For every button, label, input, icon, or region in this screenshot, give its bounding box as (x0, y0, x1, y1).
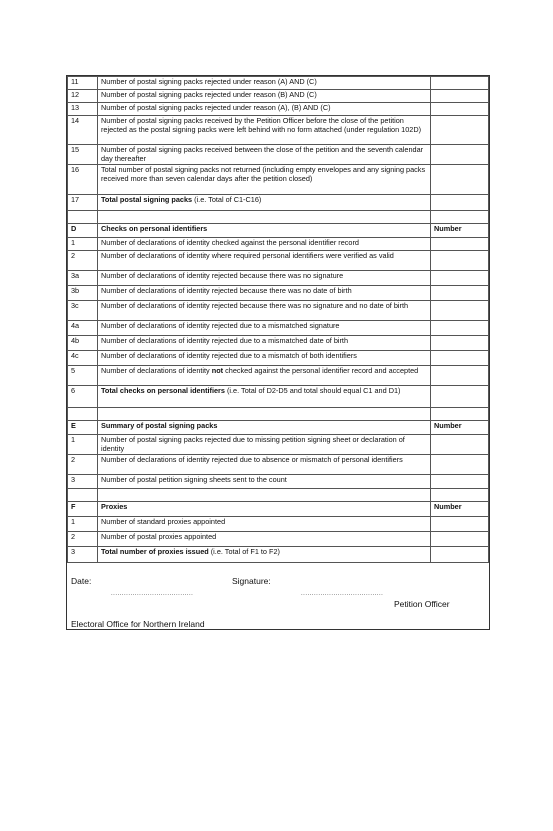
row-number: 3 (68, 475, 98, 489)
number-cell[interactable] (431, 103, 489, 116)
row-number: 4c (68, 351, 98, 366)
number-cell (431, 408, 489, 421)
row-number: 5 (68, 366, 98, 386)
number-cell[interactable] (431, 517, 489, 532)
row-description: Number of declarations of identity rejected due to a mismatched date of birth (98, 336, 431, 351)
table-row (68, 251, 489, 271)
table-row (68, 532, 489, 547)
table-row (68, 475, 489, 489)
number-cell[interactable] (431, 321, 489, 336)
row-description: Number of postal signing packs rejected under reason (B) AND (C) (98, 90, 431, 103)
row-description (98, 386, 431, 408)
table-row (68, 351, 489, 366)
table-row (68, 301, 489, 321)
petition-officer-label: Petition Officer (394, 599, 450, 610)
row-number: 11 (68, 77, 98, 90)
number-cell[interactable] (431, 271, 489, 286)
table-row (68, 116, 489, 145)
row-number: F (68, 502, 98, 517)
row-number: 2 (68, 251, 98, 271)
number-cell[interactable] (431, 251, 489, 271)
table-row (68, 455, 489, 475)
number-cell[interactable] (431, 336, 489, 351)
table-row (68, 145, 489, 165)
number-cell[interactable] (431, 386, 489, 408)
number-cell[interactable] (431, 455, 489, 475)
row-number: 4a (68, 321, 98, 336)
section-title: Checks on personal identifiers (98, 224, 431, 238)
row-number: 2 (68, 532, 98, 547)
table-row (68, 321, 489, 336)
section-title: Proxies (98, 502, 431, 517)
row-number: 3a (68, 271, 98, 286)
table-row (68, 336, 489, 351)
row-description: Number of declarations of identity where required personal identifiers were verified as valid (98, 251, 431, 271)
row-number: 13 (68, 103, 98, 116)
number-cell[interactable] (431, 547, 489, 563)
number-column-header: Number (431, 502, 489, 517)
row-number: 14 (68, 116, 98, 145)
number-cell[interactable] (431, 351, 489, 366)
table-row (68, 77, 489, 90)
row-description (98, 489, 431, 502)
row-description: Number of declarations of identity checked against the personal identifier record (98, 238, 431, 251)
row-description (98, 211, 431, 224)
row-description: Number of postal signing packs rejected under reason (A) AND (C) (98, 77, 431, 90)
spacer-row (68, 489, 489, 502)
row-description (98, 165, 431, 195)
table-row (68, 517, 489, 532)
row-description: Number of standard proxies appointed (98, 517, 431, 532)
row-description: Number of postal petition signing sheets sent to the count (98, 475, 431, 489)
section-header-row (68, 421, 489, 435)
table-row (68, 286, 489, 301)
desc-bold: Total postal signing packs (101, 195, 193, 205)
number-column-header: Number (431, 224, 489, 238)
table-row (68, 386, 489, 408)
table-row (68, 435, 489, 455)
row-description: Number of postal proxies appointed (98, 532, 431, 547)
desc-text: checked against the personal identifier record and accepted (223, 366, 419, 376)
desc-bold: not (211, 366, 224, 376)
desc-text: Total number of postal signing packs not returned (including empty envelopes and any signing packs received more than seven calendar days after the petition closed) (101, 165, 426, 183)
table-row (68, 103, 489, 116)
row-description: Number of postal signing packs rejected under reason (A), (B) AND (C) (98, 103, 431, 116)
row-number: 1 (68, 238, 98, 251)
desc-text: (i.e. Total of D2-D5 and total should equal C1 and D1) (224, 386, 401, 396)
number-cell[interactable] (431, 475, 489, 489)
signature-line[interactable]: ...................................... (301, 591, 384, 598)
row-description: Number of declarations of identity rejected because there was no signature (98, 271, 431, 286)
number-cell[interactable] (431, 532, 489, 547)
return-table (67, 76, 489, 563)
table-row (68, 90, 489, 103)
number-cell (431, 489, 489, 502)
desc-bold: Total checks on personal identifiers (101, 386, 225, 396)
row-description: Number of declarations of identity rejected due to a mismatch of both identifiers (98, 351, 431, 366)
row-number: 16 (68, 165, 98, 195)
table-row (68, 238, 489, 251)
row-description (98, 547, 431, 563)
desc-bold: Total number of proxies issued (101, 547, 209, 557)
row-description: Number of declarations of identity rejected because there was no signature and no date of birth (98, 301, 431, 321)
number-cell[interactable] (431, 90, 489, 103)
number-cell[interactable] (431, 435, 489, 455)
desc-text: (i.e. Total of F1 to F2) (208, 547, 280, 557)
row-description: Number of postal signing packs rejected due to missing petition signing sheet or declaration of identity (98, 435, 431, 455)
number-cell[interactable] (431, 286, 489, 301)
row-number (68, 408, 98, 421)
table-row (68, 165, 489, 195)
row-description: Number of declarations of identity rejected due to absence or mismatch of personal identifiers (98, 455, 431, 475)
row-description: Number of declarations of identity rejected because there was no date of birth (98, 286, 431, 301)
row-number: 6 (68, 386, 98, 408)
row-number: 1 (68, 517, 98, 532)
section-header-row (68, 502, 489, 517)
number-cell (431, 211, 489, 224)
number-cell[interactable] (431, 116, 489, 145)
section-title: Summary of postal signing packs (98, 421, 431, 435)
number-cell[interactable] (431, 238, 489, 251)
table-row (68, 271, 489, 286)
number-cell[interactable] (431, 77, 489, 90)
row-number: 3b (68, 286, 98, 301)
row-number: 12 (68, 90, 98, 103)
row-number: 15 (68, 145, 98, 165)
row-number: 3 (68, 547, 98, 563)
table-row (68, 547, 489, 563)
office-name: Electoral Office for Northern Ireland (71, 619, 205, 630)
section-header-row (68, 224, 489, 238)
desc-text: Number of declarations of identity (101, 366, 212, 376)
number-column-header: Number (431, 421, 489, 435)
row-number (68, 489, 98, 502)
row-description: Number of postal signing packs received by the Petition Officer before the close of the petition rejected as the postal signing packs were left behind with no form attached (under regulation 102D) (98, 116, 431, 145)
row-description (98, 408, 431, 421)
spacer-row (68, 408, 489, 421)
date-line[interactable]: ...................................... (111, 591, 194, 598)
row-description: Number of declarations of identity rejected due to a mismatched signature (98, 321, 431, 336)
date-label: Date: (71, 576, 92, 587)
row-number: 4b (68, 336, 98, 351)
row-number: 17 (68, 195, 98, 211)
signature-label: Signature: (232, 576, 271, 587)
number-cell[interactable] (431, 301, 489, 321)
row-number: 3c (68, 301, 98, 321)
row-number: 2 (68, 455, 98, 475)
number-cell[interactable] (431, 195, 489, 211)
desc-text: (i.e. Total of C1-C16) (192, 195, 262, 205)
number-cell[interactable] (431, 366, 489, 386)
signature-footer (67, 563, 489, 629)
table-row (68, 366, 489, 386)
row-number: E (68, 421, 98, 435)
return-form (66, 75, 490, 630)
row-description (98, 195, 431, 211)
number-cell[interactable] (431, 145, 489, 165)
row-number: 1 (68, 435, 98, 455)
spacer-row (68, 211, 489, 224)
row-number (68, 211, 98, 224)
row-description (98, 366, 431, 386)
row-number: D (68, 224, 98, 238)
row-description: Number of postal signing packs received between the close of the petition and the seventh calendar day thereafter (98, 145, 431, 165)
number-cell[interactable] (431, 165, 489, 195)
table-row (68, 195, 489, 211)
